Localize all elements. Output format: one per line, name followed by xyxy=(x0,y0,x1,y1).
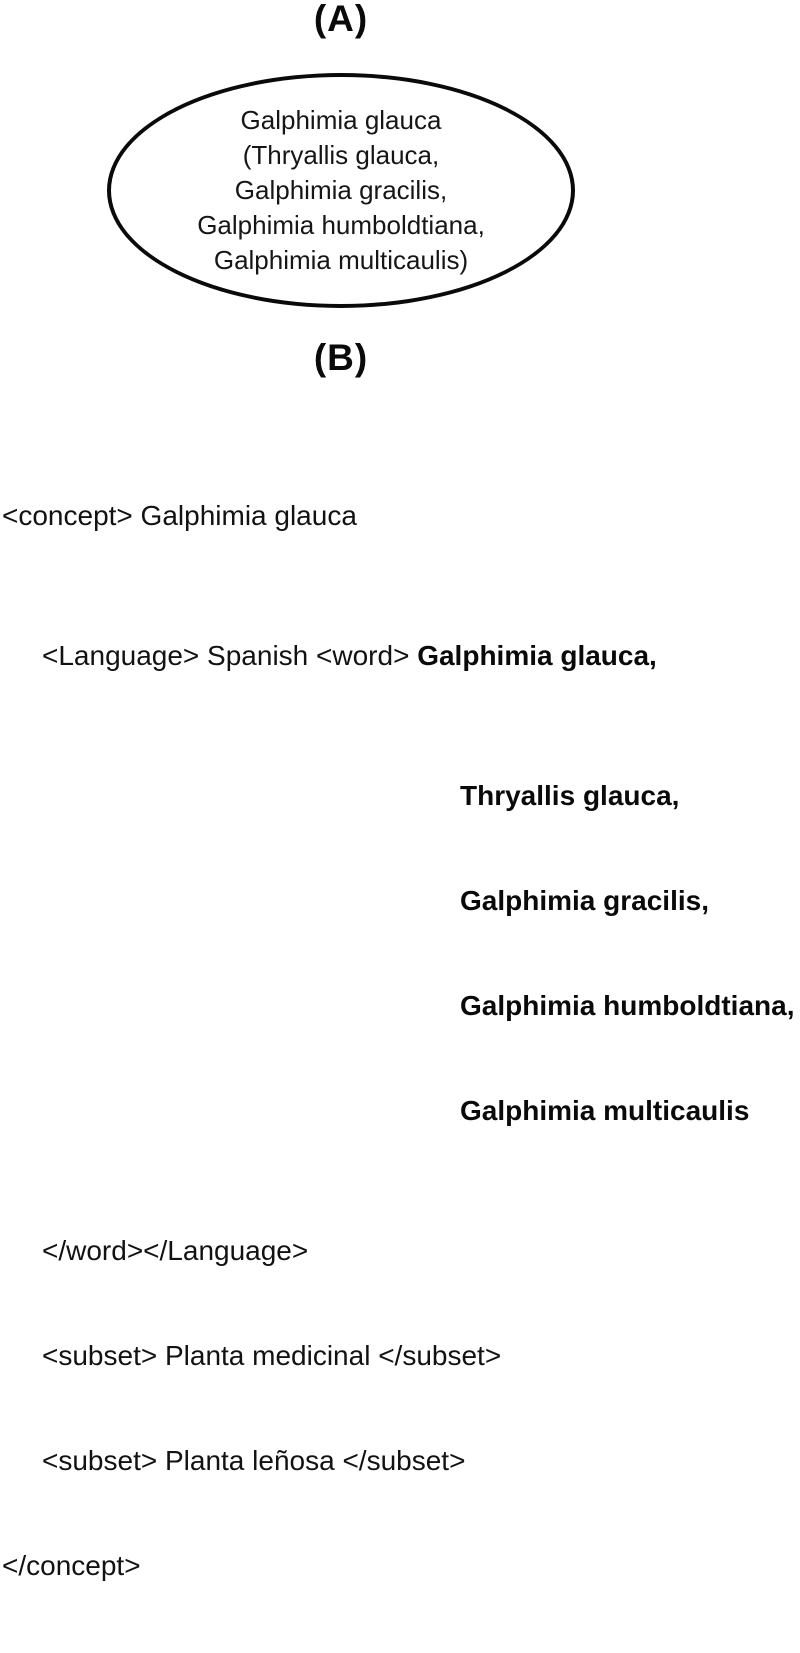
ellipse-line: Galphimia glauca xyxy=(240,105,442,135)
word-term: Galphimia gracilis, xyxy=(460,885,709,916)
word-term: Galphimia glauca, xyxy=(417,640,657,671)
ellipse-line: Galphimia multicaulis) xyxy=(213,245,469,275)
synonyms-ellipse xyxy=(107,73,575,308)
synonyms-ellipse-text xyxy=(197,103,485,278)
word-term: Thryallis glauca, xyxy=(460,780,680,811)
ellipse-line: (Thryallis glauca, xyxy=(242,140,440,170)
language-word-tags-text: <Language> Spanish <word> xyxy=(42,640,418,671)
xml-concept-snippet xyxy=(2,428,800,1653)
code-line-subset-medicinal: <subset> Planta medicinal </subset> xyxy=(42,1340,502,1371)
word-term: Galphimia multicaulis xyxy=(460,1095,750,1126)
word-term: Galphimia humboldtiana, xyxy=(460,990,795,1021)
code-line-language-open xyxy=(2,638,800,673)
code-line-concept-close: </concept> xyxy=(2,1550,141,1581)
panel-b-label: (B) xyxy=(313,337,369,378)
code-line-word-language-close: </word></Language> xyxy=(42,1235,309,1266)
code-line-concept-open: <concept> Galphimia glauca xyxy=(2,500,357,531)
code-line-subset-lenosa: <subset> Planta leñosa </subset> xyxy=(42,1445,466,1476)
ellipse-line: Galphimia humboldtiana, xyxy=(197,210,485,240)
ellipse-line: Galphimia gracilis, xyxy=(234,175,448,205)
panel-a-label: (A) xyxy=(313,0,369,39)
